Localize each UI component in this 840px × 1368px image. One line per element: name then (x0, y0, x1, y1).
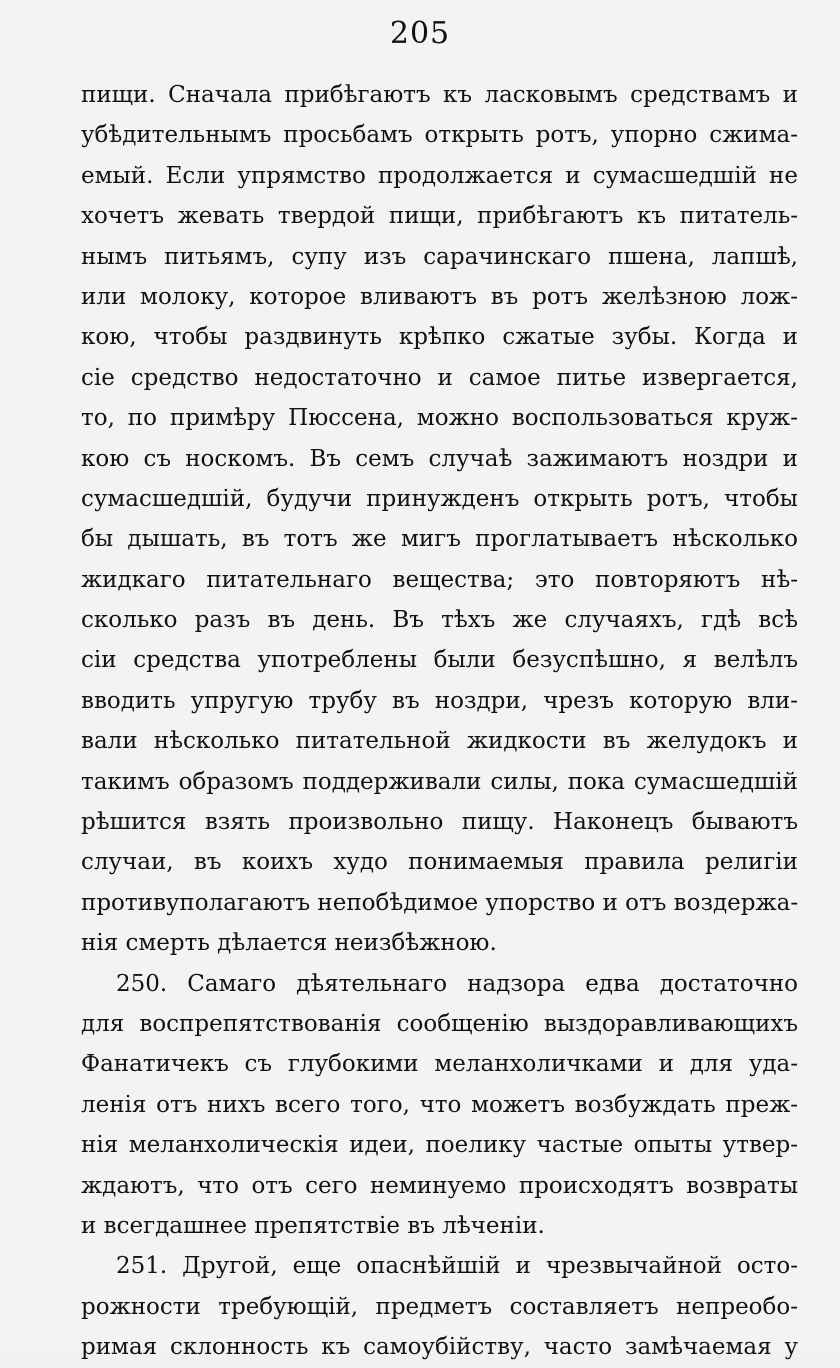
text-line: кою, чтобы раздвинуть крѣпко сжатые зубы. Когда и (81, 324, 798, 351)
text-line: рожности требующій, предметъ составляетъ непреобо- (81, 1293, 798, 1320)
text-line: ленія отъ нихъ всего того, что можетъ возбуждать преж- (81, 1091, 798, 1118)
text-line: противуполагаютъ непобѣдимое упорство и отъ воздержа- (81, 889, 798, 916)
paragraph-251-start: 251. Другой, еще опаснѣйшій и чрезвычайной осто- (116, 1253, 798, 1280)
text-line: случаи, въ коихъ худо понимаемыя правила религіи (81, 849, 798, 876)
text-line: сіе средство недостаточно и самое питье извергается, (81, 364, 798, 391)
text-line: кою съ носкомъ. Въ семъ случаѣ зажимаютъ ноздри и (81, 445, 798, 472)
text-line: нія меланхолическія идеи, поелику частые опыты утвер- (81, 1132, 798, 1159)
text-line: сколько разъ въ день. Въ тѣхъ же случаяхъ, гдѣ всѣ (81, 607, 798, 634)
body-text (81, 75, 798, 1368)
text-line: ждаютъ, что отъ сего неминуемо происходятъ возвраты (81, 1172, 798, 1199)
text-line: сіи средства употреблены были безуспѣшно, я велѣлъ (81, 647, 798, 674)
text-line: жидкаго питательнаго вещества; это повторяютъ нѣ- (81, 566, 798, 593)
text-line: нымъ питьямъ, супу изъ сарачинскаго пшена, лапшѣ, (81, 243, 798, 270)
text-line: римая склонность къ самоубійству, часто замѣчаемая у (81, 1334, 798, 1361)
text-line: и всегдашнее препятствіе въ лѣченіи. (81, 1212, 545, 1239)
text-line: то, по примѣру Пюссена, можно воспользоваться круж- (81, 405, 798, 432)
text-line: бы дышать, въ тотъ же мигъ проглатываетъ нѣсколько (81, 526, 798, 553)
text-line: или молоку, которое вливаютъ въ ротъ желѣзною лож- (81, 283, 798, 310)
text-line: пищи. Сначала прибѣгаютъ къ ласковымъ средствамъ и (81, 82, 798, 108)
text-line: хочетъ жевать твердой пищи, прибѣгаютъ къ питатель- (81, 203, 798, 230)
text-line: рѣшится взять произвольно пищу. Наконецъ бываютъ (81, 809, 798, 836)
text-line: нія смерть дѣлается неизбѣжною. (81, 930, 497, 957)
paragraph-250-start: 250. Самаго дѣятельнаго надзора едва достаточно (116, 970, 798, 997)
text-line: емый. Если упрямство продолжается и сумасшедшій не (81, 162, 798, 189)
text-line: Фанатичекъ съ глубокими меланхоличками и для уда- (81, 1051, 798, 1078)
page-number: 205 (389, 16, 451, 51)
text-line: убѣдительнымъ просьбамъ открыть ротъ, упорно сжима- (81, 122, 798, 149)
text-line: вводить упругую трубу въ ноздри, чрезъ которую вли- (81, 687, 798, 714)
text-line: для воспрепятствованія сообщенію выздоравливающихъ (81, 1010, 798, 1037)
text-line: такимъ образомъ поддерживали силы, пока сумасшедшій (81, 768, 798, 795)
text-line: вали нѣсколько питательной жидкости въ желудокъ и (81, 728, 798, 755)
text-line: сумасшедшій, будучи принужденъ открыть ротъ, чтобы (81, 485, 798, 512)
